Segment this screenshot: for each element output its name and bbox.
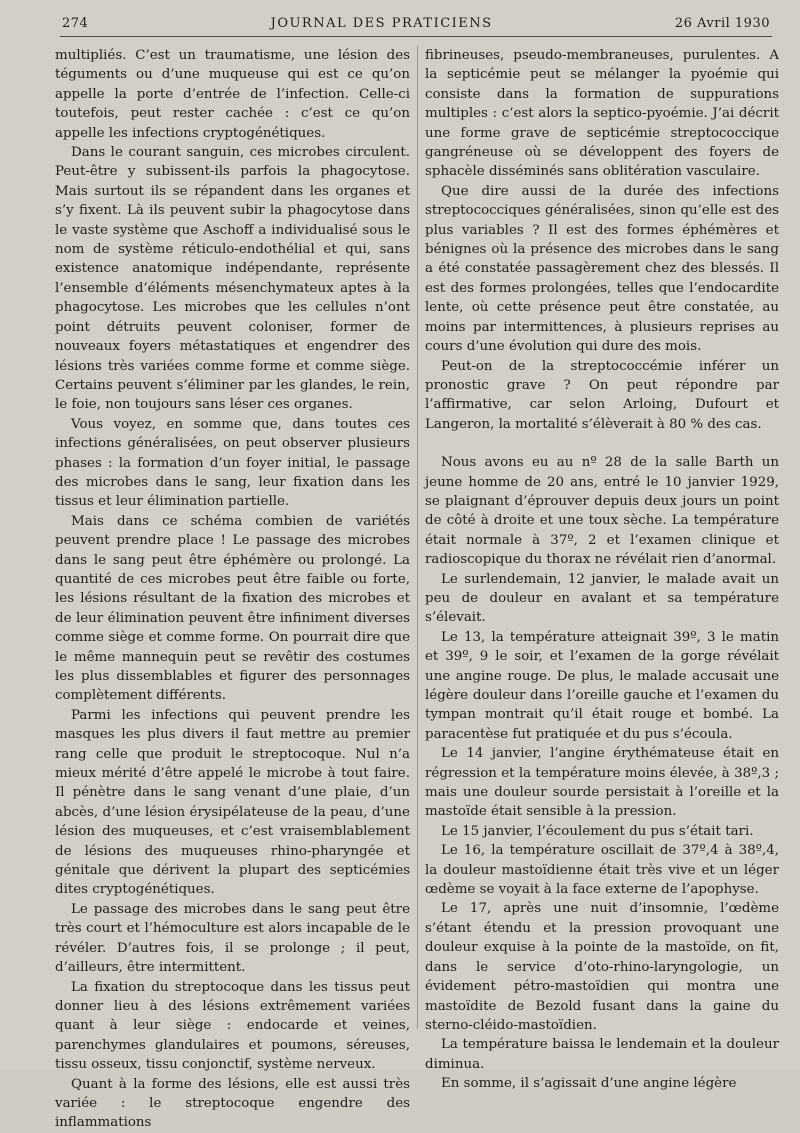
paragraph: Peut-on de la streptococcémie inférer un pronostic grave ? On peut répondre par l’affirmative, car selon Arloing, Dufourt et Langeron, la mortalité s’élèverait à 80 % des cas.	[425, 358, 779, 432]
paragraph: multipliés. C’est un traumatisme, une lésion des téguments ou d’une muqueuse qui est ce qu’on appelle la porte d’entrée de l’infection. Celle-ci toutefois, peut rester cachée : c’est ce qu’on appelle les infections cryptogénétiques.	[55, 48, 410, 141]
paragraph: La température baissa le lendemain et la douleur diminua.	[425, 1037, 779, 1072]
header-rule	[60, 36, 772, 37]
left-column	[55, 46, 410, 1131]
journal-title: JOURNAL DES PRATICIENS	[270, 15, 493, 31]
paragraph: fibrineuses, pseudo-membraneuses, purulentes. A la septicémie peut se mélanger la pyoémie qui consiste dans la formation de suppurations multiples : c’est alors la septico-pyoémie. J’ai décrit une forme grave de septicémie streptococcique gangréneuse où se développent des foyers de sphacèle disséminés sans oblitération vasculaire.	[425, 48, 779, 180]
paragraph: En somme, il s’agissait d’une angine légère	[441, 1076, 737, 1092]
paragraph: Parmi les infections qui peuvent prendre les masques les plus divers il faut mettre au premier rang celle que produit le streptocoque. Nul n’a mieux mérité d’être appelé le microbe à tout faire. Il pénètre dans le sang venant d’une plaie, d’un abcès, d’une lésion érysipélateuse de la peau, d’une lésion des muqueuses, et c’est vraisemblablement de lésions des muqueuses rhino-pharyngée et génitale que dérivent la plupart des septicémies dites cryptogénétiques.	[55, 707, 410, 898]
paragraph: Le 13, la température atteignait 39º, 3 le matin et 39º, 9 le soir, et l’examen de la gorge révélait une angine rouge. De plus, le malade accusait une légère douleur dans l’oreille gauche et l’examen du tympan montrait qu’il était rouge et bombé. La paracentèse fut pratiquée et du pus s’écoula.	[425, 629, 779, 742]
paragraph: Quant à la forme des lésions, elle est aussi très variée : le streptocoque engendre des inflammations	[55, 1076, 410, 1131]
paragraph: Le passage des microbes dans le sang peut être très court et l’hémoculture est alors incapable de le révéler. D’autres fois, il se prolonge ; il peut, d’ailleurs, être intermittent.	[55, 901, 410, 976]
paragraph: Le 16, la température oscillait de 37º,4 à 38º,4, la douleur mastoïdienne était très vive et un léger œdème se voyait à la face externe de l’apophyse.	[425, 843, 779, 898]
paragraph: Dans le courant sanguin, ces microbes circulent. Peut-être y subissent-ils parfois la phagocytose. Mais surtout ils se répandent dans les organes et s’y fixent. Là ils peuvent subir la phagocytose dans le vaste système que Aschoff a individualisé sous le nom de système réticulo-endothélial et qui, sans existence anatomique indépendante, représente l’ensemble d’éléments mésenchymateux aptes à la phagocytose. Les microbes que les cellules n’ont point détruits peuvent coloniser, former de nouveaux foyers métastatiques et engendrer des lésions très variées comme forme et comme siège. Certains peuvent s’éliminer par les glandes, le rein, le foie, non toujours sans léser ces organes.	[55, 145, 410, 413]
page-number: 274	[62, 15, 89, 31]
paragraph: Mais dans ce schéma combien de variétés peuvent prendre place ! Le passage des microbes dans le sang peut être éphémère ou prolongé. La quantité de ces microbes peut être faible ou forte, les lésions résultant de la fixation des microbes et de leur élimination peuvent être infiniment diverses comme siège et comme forme. On pourrait dire que le même mannequin peut se revêtir des costumes les plus dissemblables et figurer des personnages complètement différents.	[55, 513, 410, 704]
right-column	[425, 46, 779, 1092]
paragraph: Que dire aussi de la durée des infections streptococciques généralisées, sinon qu’elle est des plus variables ? Il est des formes éphémères et bénignes où la présence des microbes dans le sang a été constatée passagèrement chez des blessés. Il est des formes prolongées, telles que l’endocardite lente, où cette présence peut être constatée, au moins par intermittences, à plusieurs reprises au cours d’une évolution qui dure des mois.	[425, 183, 779, 355]
case-report-paragraph: Nous avons eu au nº 28 de la salle Barth un jeune homme de 20 ans, entré le 10 janvier 1929, se plaignant d’éprouver depuis deux jours un point de côté à droite et une toux sèche. La température était normale à 37º, 2 et l’examen clinique et radioscopique du thorax ne révélait rien d’anormal.	[425, 455, 779, 568]
paragraph: Vous voyez, en somme que, dans toutes ces infections généralisées, on peut observer plusieurs phases : la formation d’un foyer initial, le passage des microbes dans le sang, leur fixation dans les tissus et leur élimination partielle.	[55, 416, 410, 510]
paragraph: Le 17, après une nuit d’insomnie, l’œdème s’étant étendu et la pression provoquant une douleur exquise à la pointe de la mastoïde, on fit, dans le service d’oto-rhino-laryngologie, un évidement pétro-mastoïdien qui montra une mastoïdite de Bezold fusant dans la gaine du sterno-cléido-mastoïdien.	[425, 901, 779, 1033]
paragraph: Le 15 janvier, l’écoulement du pus s’était tari.	[441, 823, 754, 839]
paragraph: La fixation du streptocoque dans les tissus peut donner lieu à des lésions extrêmement variées quant à leur siège : endocarde et veines, parenchymes glandulaires et poumons, séreuses, tissu osseux, tissu conjonctif, système nerveux.	[55, 979, 410, 1073]
paragraph: Le surlendemain, 12 janvier, le malade avait un peu de douleur en avalant et sa température s’élevait.	[425, 571, 779, 626]
paragraph: Le 14 janvier, l’angine érythémateuse était en régression et la température moins élevée, à 38º,3 ; mais une douleur sourde persistait à l’oreille et la mastoïde était sensible à la pression.	[425, 746, 779, 820]
issue-date: 26 Avril 1930	[674, 15, 770, 31]
running-header	[62, 10, 770, 36]
column-divider	[417, 46, 418, 1029]
